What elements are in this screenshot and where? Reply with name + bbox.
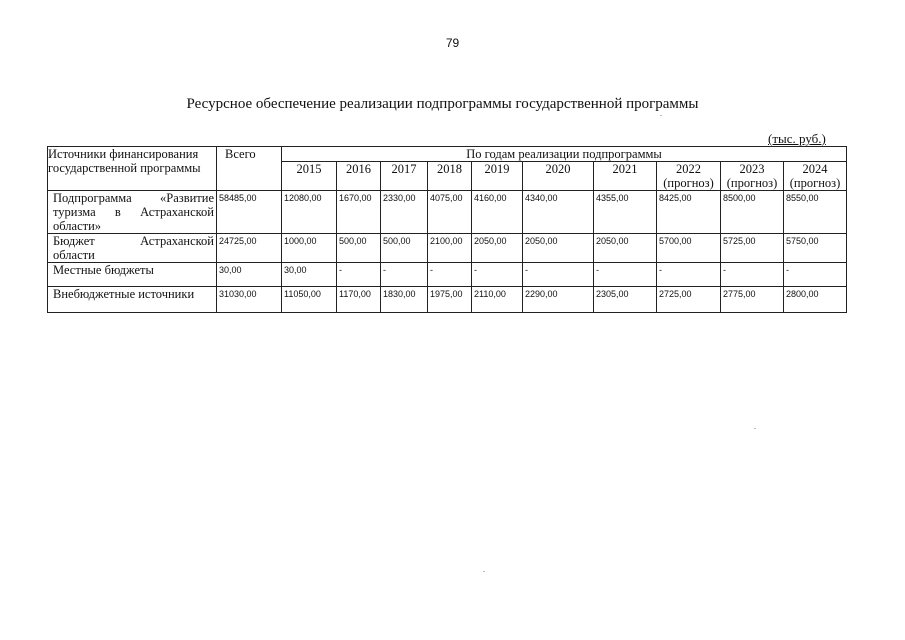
year-column-header [472,162,523,191]
forecast-note: (прогноз) [789,176,841,190]
source-cell: Внебюджетные источники [48,287,217,313]
value-cell: 1170,00 [337,287,381,313]
scan-speck [660,115,662,116]
value-cell: 500,00 [337,234,381,263]
year-column-header [594,162,657,191]
year-column-header [523,162,594,191]
value-cell: 2775,00 [721,287,784,313]
year-label: 2024 [802,162,828,176]
page-number: 79 [445,36,460,50]
value-cell: - [657,263,721,287]
source-cell: Подпрограмма «Развитие туризма в Астраханской области» [48,191,217,234]
value-cell: 1975,00 [428,287,472,313]
table-row [48,234,847,263]
value-cell: - [472,263,523,287]
total-cell: 30,00 [217,263,282,287]
value-cell: 2110,00 [472,287,523,313]
table-row [48,191,847,234]
year-column-header [428,162,472,191]
table-row [48,263,847,287]
value-cell: 4355,00 [594,191,657,234]
value-cell: 2330,00 [381,191,428,234]
total-cell: 58485,00 [217,191,282,234]
value-cell: 8500,00 [721,191,784,234]
value-cell: - [428,263,472,287]
value-cell: 30,00 [282,263,337,287]
year-label: 2020 [545,162,571,176]
value-cell: 12080,00 [282,191,337,234]
table-row [48,287,847,313]
year-label: 2023 [739,162,765,176]
year-label: 2018 [437,162,462,176]
value-cell: - [381,263,428,287]
value-cell: 1670,00 [337,191,381,234]
value-cell: 8550,00 [784,191,847,234]
value-cell: 8425,00 [657,191,721,234]
year-label: 2021 [612,162,638,176]
years-group-header: По годам реализации подпрограммы [282,147,847,162]
year-column-header [784,162,847,191]
value-cell: 5700,00 [657,234,721,263]
forecast-note: (прогноз) [726,176,778,190]
value-cell: - [784,263,847,287]
total-cell: 24725,00 [217,234,282,263]
units-label: (тыс. руб.) [768,131,826,146]
value-cell: 500,00 [381,234,428,263]
source-column-header: Источники финансирования государственной программы [48,147,217,191]
value-cell: 2050,00 [472,234,523,263]
value-cell: 2100,00 [428,234,472,263]
year-column-header [282,162,337,191]
value-cell: - [721,263,784,287]
value-cell: 11050,00 [282,287,337,313]
total-cell: 31030,00 [217,287,282,313]
value-cell: 2305,00 [594,287,657,313]
value-cell: 2290,00 [523,287,594,313]
page-title: Ресурсное обеспечение реализации подпрограммы государственной программы [186,96,699,112]
total-column-header: Всего [217,147,282,191]
year-label: 2022 [676,162,701,176]
value-cell: 5725,00 [721,234,784,263]
value-cell: 4340,00 [523,191,594,234]
source-cell: Местные бюджеты [48,263,217,287]
value-cell: 4160,00 [472,191,523,234]
value-cell: 2050,00 [523,234,594,263]
forecast-note: (прогноз) [663,176,714,190]
year-column-header [721,162,784,191]
value-cell: - [594,263,657,287]
year-label: 2015 [296,162,322,176]
header-row-1 [48,147,847,162]
scan-speck [754,428,756,429]
value-cell: 4075,00 [428,191,472,234]
value-cell: - [523,263,594,287]
year-label: 2019 [484,162,510,176]
value-cell: 5750,00 [784,234,847,263]
scan-speck [483,571,485,572]
year-column-header [381,162,428,191]
value-cell: 2050,00 [594,234,657,263]
year-column-header [337,162,381,191]
source-cell: Бюджет Астраханской области [48,234,217,263]
value-cell: 2725,00 [657,287,721,313]
year-label: 2017 [391,162,417,176]
value-cell: 2800,00 [784,287,847,313]
year-column-header [657,162,721,191]
value-cell: 1000,00 [282,234,337,263]
value-cell: 1830,00 [381,287,428,313]
value-cell: - [337,263,381,287]
resource-table [47,146,847,313]
year-label: 2016 [346,162,371,176]
